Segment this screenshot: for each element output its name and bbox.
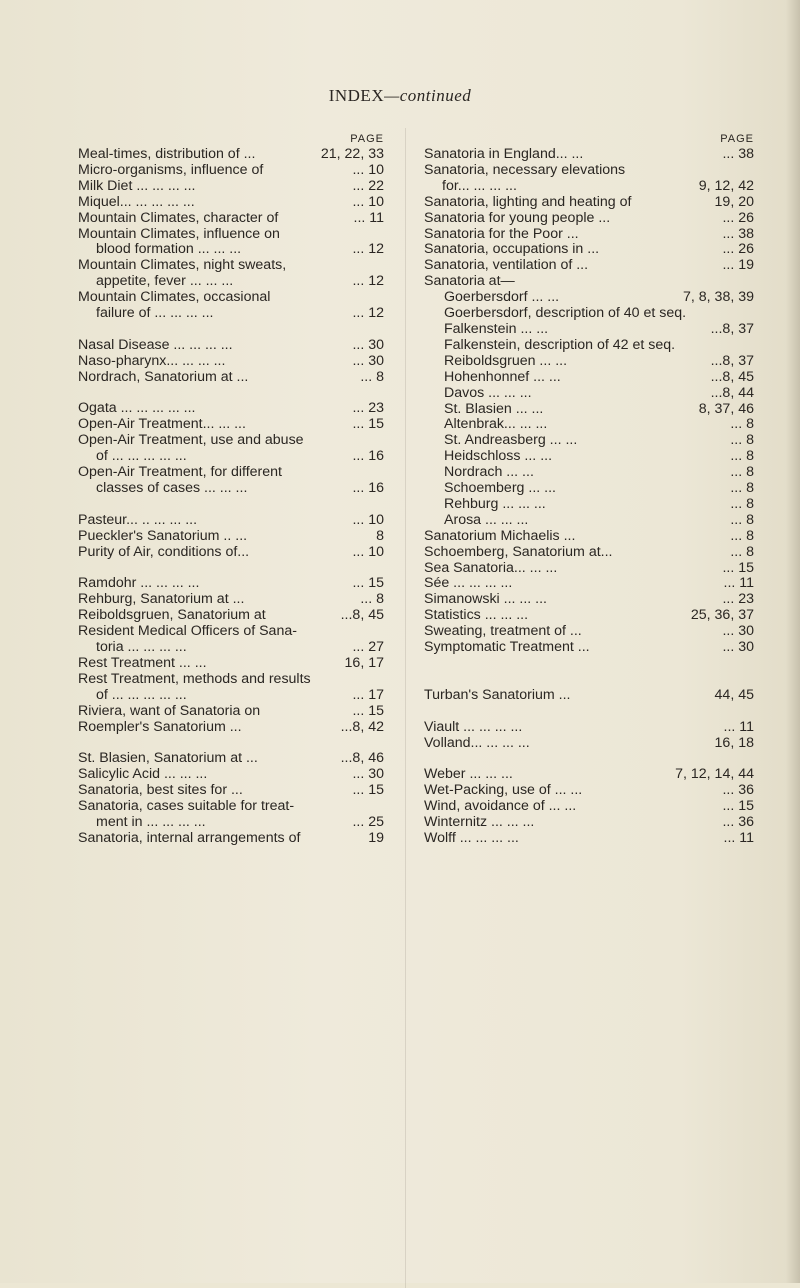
entry-text: Sanatoria, lighting and heating of [424, 194, 632, 210]
index-entry [424, 370, 754, 386]
entry-page-number: ... 15 [352, 417, 384, 433]
entry-text: Mountain Climates, character of [78, 210, 279, 226]
index-entry [424, 258, 754, 274]
entry-text: for... ... ... ... [442, 178, 517, 194]
entry-page-number: 8, 37, 46 [698, 401, 754, 417]
entry-page-number: ...8, 42 [340, 719, 384, 735]
index-entry [78, 242, 384, 258]
entry-page-number: ... 26 [722, 210, 754, 226]
entry-text: appetite, fever ... ... ... [96, 274, 234, 290]
entry-page-number: ... 8 [730, 496, 754, 512]
index-entry [424, 274, 754, 290]
entry-text: Nordrach, Sanatorium at ... [78, 369, 249, 385]
index-entry [78, 290, 384, 306]
entry-page-number: 7, 8, 38, 39 [683, 290, 754, 306]
entry-page-number: ... 15 [722, 560, 754, 576]
entry-page-number: ... 30 [352, 337, 384, 353]
index-column-left [78, 132, 384, 847]
entry-text: Schoemberg, Sanatorium at... [424, 544, 613, 560]
entry-text: Sanatoria, cases suitable for treat- [78, 799, 295, 815]
entry-text: Sanatoria at— [424, 274, 515, 290]
index-entry [424, 306, 754, 322]
index-entry [424, 561, 754, 577]
entry-page-number: ... 15 [352, 703, 384, 719]
entry-text: failure of ... ... ... ... [96, 306, 214, 322]
entry-page-number: ... 38 [722, 226, 754, 242]
index-entry [424, 290, 754, 306]
entry-page-number: ... 16 [352, 449, 384, 465]
entry-text: Pasteur... .. ... ... ... [78, 512, 198, 528]
entry-text: Miquel... ... ... ... ... [78, 194, 195, 210]
entry-page-number: ... 12 [352, 306, 384, 322]
entry-text: Sea Sanatoria... ... ... [424, 560, 558, 576]
entry-page-number: ... 8 [730, 528, 754, 544]
entry-page-number: ... 11 [723, 719, 754, 735]
entry-text: Falkenstein, description of 42 et seq. [444, 337, 676, 353]
entry-page-number: ... 22 [352, 178, 384, 194]
index-entry [78, 417, 384, 433]
entry-page-number: ... 26 [722, 242, 754, 258]
entry-text: Hohenhonnef ... ... [444, 369, 561, 385]
section-gap [78, 561, 384, 577]
entry-page-number: ... 15 [352, 576, 384, 592]
entry-page-number: ... 8 [730, 481, 754, 497]
index-entry [78, 720, 384, 736]
entry-page-number: ... 10 [352, 544, 384, 560]
index-entry [424, 783, 754, 799]
entry-page-number: ... 10 [352, 162, 384, 178]
entry-page-number: ... 8 [360, 592, 384, 608]
index-entry [424, 354, 754, 370]
entry-text: Sée ... ... ... ... [424, 576, 513, 592]
section-gap [78, 322, 384, 338]
entry-page-number: ... 8 [360, 369, 384, 385]
index-entry [78, 815, 384, 831]
entry-page-number: ... 23 [722, 592, 754, 608]
entry-text: ment in ... ... ... ... [96, 814, 206, 830]
entry-text: Reiboldsgruen ... ... [444, 353, 568, 369]
entry-text: classes of cases ... ... ... [96, 481, 248, 496]
entry-text: Turban's Sanatorium ... [424, 687, 571, 703]
entry-page-number: ... 17 [352, 687, 384, 703]
entry-text: Sanatoria, ventilation of ... [424, 258, 589, 274]
index-entry [424, 338, 754, 354]
index-entry [78, 640, 384, 656]
entry-text: Roempler's Sanatorium ... [78, 719, 242, 735]
index-entry [424, 592, 754, 608]
index-column-right [424, 132, 754, 847]
entry-page-number: ... 36 [722, 783, 754, 799]
index-entry [424, 211, 754, 227]
index-entry [78, 433, 384, 449]
entry-page-number: ... 30 [352, 767, 384, 783]
index-entry [424, 497, 754, 513]
section-gap [78, 735, 384, 751]
entry-text: Wind, avoidance of ... ... [424, 799, 577, 815]
index-entry [78, 767, 384, 783]
index-entry [424, 147, 754, 163]
entry-page-number: 19 [368, 830, 384, 846]
index-entry [424, 449, 754, 465]
entry-page-number: 19, 20 [714, 194, 754, 210]
entry-page-number: ... 30 [722, 640, 754, 656]
entry-text: Sanatorium Michaelis ... [424, 528, 576, 544]
entry-page-number: ... 19 [722, 258, 754, 274]
entry-page-number: 16, 17 [344, 655, 384, 671]
entry-page-number: ... 15 [352, 783, 384, 799]
entry-page-number: ... 23 [352, 401, 384, 417]
entry-page-number: ... 11 [723, 576, 754, 592]
entry-page-number: ... 10 [352, 194, 384, 210]
entry-page-number: ...8, 44 [710, 385, 754, 401]
index-entry [424, 720, 754, 736]
entry-text: of ... ... ... ... ... [96, 449, 187, 465]
entry-text: Salicylic Acid ... ... ... [78, 767, 208, 783]
entry-text: Wet-Packing, use of ... ... [424, 783, 583, 799]
entry-text: St. Andreasberg ... ... [444, 433, 578, 449]
entry-text: Open-Air Treatment, use and abuse [78, 433, 304, 449]
index-entry [78, 227, 384, 243]
header-suffix: —continued [384, 86, 472, 105]
index-entry [78, 704, 384, 720]
index-entry [78, 306, 384, 322]
entry-text: Goerbersdorf ... ... [444, 290, 560, 306]
entry-page-number: ... 8 [730, 417, 754, 433]
index-entry [78, 783, 384, 799]
entry-text: Sanatoria for the Poor ... [424, 226, 579, 242]
entry-text: St. Blasien ... ... [444, 401, 544, 417]
entry-text: Davos ... ... ... [444, 385, 532, 401]
index-entry [424, 576, 754, 592]
entry-page-number: ... 8 [730, 512, 754, 528]
index-entry [424, 433, 754, 449]
entry-text: Altenbrak... ... ... [444, 417, 548, 433]
entry-page-number: ... 12 [352, 242, 384, 258]
entry-text: Mountain Climates, occasional [78, 290, 271, 306]
entry-text: Symptomatic Treatment ... [424, 640, 590, 656]
page-edge-shadow [786, 0, 800, 1283]
entry-page-number: 8 [376, 528, 384, 544]
entry-text: Mountain Climates, influence on [78, 226, 280, 242]
index-entry [78, 513, 384, 529]
entry-text: Naso-pharynx... ... ... ... [78, 353, 226, 369]
index-entry [424, 465, 754, 481]
index-entry [424, 529, 754, 545]
entry-page-number: 21, 22, 33 [320, 147, 384, 162]
entry-text: St. Blasien, Sanatorium at ... [78, 751, 258, 767]
index-entry [424, 624, 754, 640]
column-divider [405, 128, 406, 1288]
section-gap [424, 751, 754, 767]
entry-text: of ... ... ... ... ... [96, 687, 187, 703]
entry-text: Sanatoria, internal arrangements of [78, 830, 301, 846]
entry-text: Rehburg, Sanatorium at ... [78, 592, 245, 608]
entry-text: Mountain Climates, night sweats, [78, 258, 287, 274]
index-entry [424, 417, 754, 433]
index-entry [424, 513, 754, 529]
entry-page-number: ... 8 [730, 544, 754, 560]
entry-page-number: 25, 36, 37 [690, 608, 754, 624]
entry-text: Schoemberg ... ... [444, 481, 556, 497]
index-entry [78, 608, 384, 624]
index-entry [78, 179, 384, 195]
entry-page-number: ... 16 [352, 481, 384, 496]
entry-page-number: ... 30 [352, 353, 384, 369]
entry-text: Rehburg ... ... ... [444, 496, 546, 512]
index-entry [424, 688, 754, 704]
entry-text: Simanowski ... ... ... [424, 592, 547, 608]
entry-text: Riviera, want of Sanatoria on [78, 703, 261, 719]
entry-page-number: ... 27 [352, 640, 384, 656]
entry-page-number: ...8, 45 [340, 608, 384, 624]
entry-text: Wolff ... ... ... ... [424, 830, 519, 846]
index-entry [78, 545, 384, 561]
entry-page-number: ... 8 [730, 449, 754, 465]
index-entry [424, 799, 754, 815]
page-column-label: PAGE [720, 133, 754, 145]
entry-text: Sanatoria in England... ... [424, 147, 584, 162]
entry-text: Goerbersdorf, description of 40 et seq. [444, 306, 687, 322]
entry-text: Milk Diet ... ... ... ... [78, 178, 196, 194]
index-entry [78, 338, 384, 354]
index-entry [424, 402, 754, 418]
index-entry [424, 227, 754, 243]
index-entry [78, 576, 384, 592]
entry-text: Pueckler's Sanatorium .. ... [78, 528, 248, 544]
entry-text: Sanatoria for young people ... [424, 210, 611, 226]
entry-page-number: ... 8 [730, 433, 754, 449]
entry-page-number: ... 30 [722, 624, 754, 640]
index-entry [78, 656, 384, 672]
entry-page-number: 9, 12, 42 [698, 178, 754, 194]
index-entry [424, 386, 754, 402]
index-entry [78, 831, 384, 847]
index-entry [424, 242, 754, 258]
entry-text: Ogata ... ... ... ... ... [78, 401, 196, 417]
entry-text: Nordrach ... ... [444, 465, 534, 481]
entry-text: Nasal Disease ... ... ... ... [78, 337, 233, 353]
index-entry [78, 465, 384, 481]
entry-text: Resident Medical Officers of Sana- [78, 624, 297, 640]
entry-page-number: 7, 12, 14, 44 [675, 767, 754, 783]
entry-page-number: ... 38 [722, 147, 754, 162]
entry-page-number: ... 8 [730, 465, 754, 481]
entry-text: Sweating, treatment of ... [424, 624, 582, 640]
index-entry [424, 179, 754, 195]
entry-text: Open-Air Treatment... ... ... [78, 417, 246, 433]
entry-page-number: ... 11 [353, 210, 384, 226]
index-entry [424, 545, 754, 561]
index-entry [424, 322, 754, 338]
entry-text: Ramdohr ... ... ... ... [78, 576, 200, 592]
entry-page-number: ...8, 37 [710, 321, 754, 337]
page-column-label: PAGE [350, 133, 384, 145]
index-entry [78, 195, 384, 211]
index-entry [78, 258, 384, 274]
index-entry [424, 736, 754, 752]
entry-page-number: ...8, 46 [340, 751, 384, 767]
index-entry [78, 672, 384, 688]
entry-page-number: ... 36 [722, 815, 754, 831]
entry-text: Volland... ... ... ... [424, 735, 530, 751]
entry-text: Micro-organisms, influence of [78, 162, 264, 178]
entry-text: Reiboldsgruen, Sanatorium at [78, 608, 266, 624]
index-entry [78, 688, 384, 704]
entry-text: Rest Treatment, methods and results [78, 671, 311, 687]
entry-page-number: ... 10 [352, 512, 384, 528]
entry-text: Rest Treatment ... ... [78, 655, 207, 671]
entry-text: Meal-times, distribution of ... [78, 147, 256, 162]
index-entry [78, 751, 384, 767]
header-title: INDEX [328, 86, 385, 105]
entry-text: Heidschloss ... ... [444, 449, 553, 465]
entry-text: Winternitz ... ... ... [424, 815, 535, 831]
entry-text: Sanatoria, best sites for ... [78, 783, 243, 799]
entry-page-number: 44, 45 [714, 687, 754, 703]
entry-page-number: ...8, 37 [710, 353, 754, 369]
index-entry [78, 274, 384, 290]
section-gap [424, 656, 754, 688]
index-entry [78, 163, 384, 179]
entry-page-number: ...8, 45 [710, 369, 754, 385]
entry-text: toria ... ... ... ... [96, 640, 187, 656]
index-entry [78, 370, 384, 386]
index-entry [78, 592, 384, 608]
entry-text: Weber ... ... ... [424, 767, 513, 783]
section-gap [424, 704, 754, 720]
index-entry [424, 831, 754, 847]
entry-text: Viault ... ... ... ... [424, 719, 523, 735]
index-entry [78, 624, 384, 640]
entry-text: Open-Air Treatment, for different [78, 465, 282, 481]
section-gap [78, 386, 384, 402]
index-entry [78, 799, 384, 815]
entry-text: Statistics ... ... ... [424, 608, 529, 624]
section-gap [78, 497, 384, 513]
entry-page-number: ... 15 [722, 799, 754, 815]
index-entry [424, 640, 754, 656]
index-entry [78, 481, 384, 497]
index-entry [78, 529, 384, 545]
entry-text: Arosa ... ... ... [444, 512, 529, 528]
entry-page-number: ... 25 [352, 814, 384, 830]
entry-text: blood formation ... ... ... [96, 242, 242, 258]
entry-text: Purity of Air, conditions of... [78, 544, 250, 560]
index-entry [78, 401, 384, 417]
entry-text: Sanatoria, necessary elevations [424, 162, 626, 178]
page-header [0, 86, 800, 106]
index-entry [424, 815, 754, 831]
index-entry [78, 354, 384, 370]
index-entry [424, 163, 754, 179]
entry-page-number: 16, 18 [714, 735, 754, 751]
index-entry [424, 481, 754, 497]
index-entry [424, 195, 754, 211]
index-entry [78, 449, 384, 465]
entry-page-number: ... 11 [723, 830, 754, 846]
index-entry [78, 211, 384, 227]
index-entry [424, 767, 754, 783]
index-entry [424, 608, 754, 624]
entry-text: Falkenstein ... ... [444, 321, 549, 337]
entry-page-number: ... 12 [352, 274, 384, 290]
index-entry [78, 147, 384, 163]
entry-text: Sanatoria, occupations in ... [424, 242, 600, 258]
